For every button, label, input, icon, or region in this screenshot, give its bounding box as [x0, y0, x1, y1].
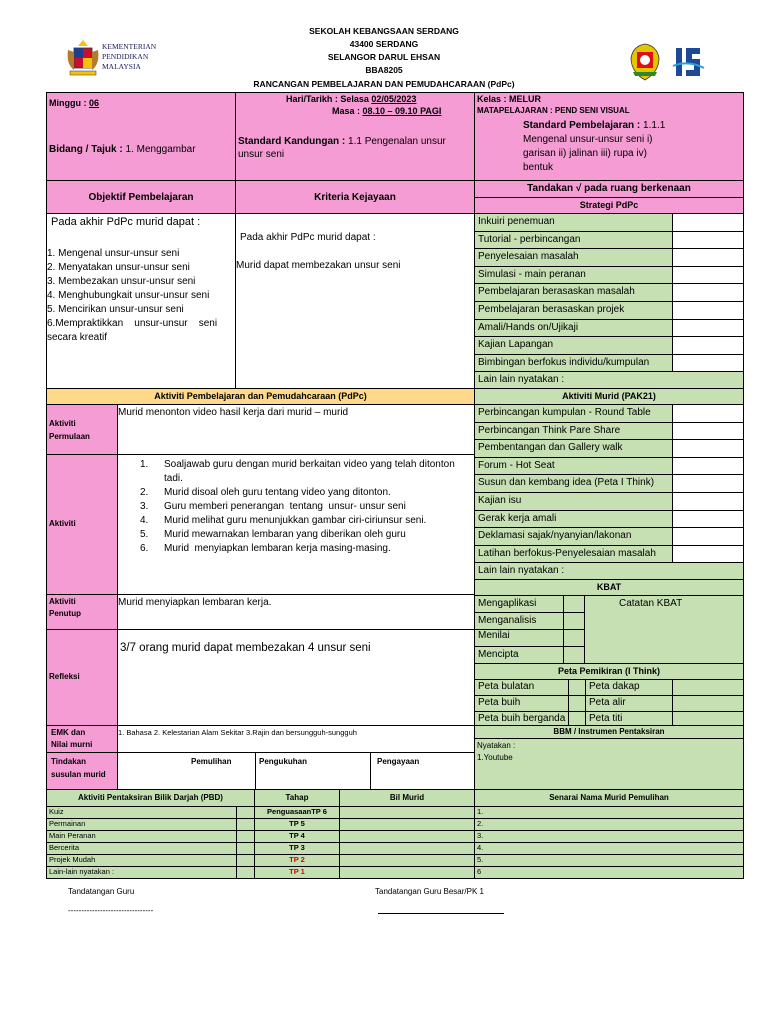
- kelas-sp-cell: [474, 92, 744, 181]
- kriteria-header-cell: [235, 180, 475, 214]
- pbd-senarai: 6: [477, 867, 482, 876]
- kbat-item: [474, 612, 564, 630]
- penutup-label-1: Aktiviti: [49, 597, 76, 606]
- tandatangan-guru-line: --------------------------------: [68, 906, 154, 915]
- tindakan-label-2: susulan murid: [51, 770, 106, 779]
- refleksi-label: Refleksi: [49, 672, 80, 681]
- pengayaan-cell[interactable]: [370, 752, 475, 790]
- strategi-item-label: Lain lain nyatakan :: [478, 374, 565, 385]
- aktiviti-line: Murid menyiapkan lembaran kerja masing-masing.: [164, 543, 391, 554]
- pbd-senarai: 2.: [477, 819, 484, 828]
- bil-header-cell: [339, 789, 475, 807]
- pbd-tahap: PenguasaanTP 6: [267, 807, 327, 816]
- aktiviti-line: Murid disoal oleh guru tentang video yang ditonton.: [164, 487, 391, 498]
- senarai-header: Senarai Nama Murid Pemulihan: [549, 793, 669, 802]
- pak21-header: Aktiviti Murid (PAK21): [562, 391, 656, 401]
- pbd-aktiviti: Lain-lain nyatakan :: [49, 867, 115, 876]
- school-postcode: 43400 SERDANG: [349, 39, 419, 49]
- strategi-item-label: Penyelesaian masalah: [478, 251, 579, 262]
- strategi-checkbox[interactable]: [672, 336, 744, 355]
- ithink-item: [474, 679, 569, 696]
- kbat-item-label: Mencipta: [478, 649, 519, 660]
- sp-label: Standard Pembelajaran :: [523, 120, 641, 131]
- pengayaan-label: Pengayaan: [377, 757, 420, 766]
- pbd-senarai: 4.: [477, 843, 484, 852]
- school-code: BBA8205: [365, 65, 403, 75]
- strategi-checkbox[interactable]: [672, 283, 744, 302]
- pak21-item-label: Latihan berfokus-Penyelesaian masalah: [478, 548, 656, 559]
- emk-label-cell: [46, 725, 118, 753]
- state-crest-icon: [627, 42, 663, 82]
- pbd-tahap: TP 2: [289, 855, 305, 864]
- strategi-item-label: Tutorial - perbincangan: [478, 234, 581, 245]
- tindakan-label-1: Tindakan: [51, 757, 86, 766]
- strategi-checkbox[interactable]: [672, 213, 744, 232]
- aktiviti-label: Aktiviti: [49, 519, 76, 528]
- minggu-bidang-cell: [46, 92, 236, 181]
- ithink-item-label: Peta dakap: [589, 681, 640, 692]
- refleksi-body: [117, 629, 475, 726]
- tarikh-sk-cell: [235, 92, 475, 181]
- ithink-item: [585, 695, 673, 712]
- kbat-checkbox[interactable]: [563, 595, 585, 613]
- aktiviti-num: 1.: [140, 459, 149, 470]
- bidang-value: 1. Menggambar: [122, 144, 196, 155]
- objektif-item: 3. Membezakan unsur-unsur seni: [47, 276, 196, 287]
- pbd-tahap: TP 4: [289, 831, 305, 840]
- strategi-item-label: Bimbingan berfokus individu/kumpulan: [478, 357, 650, 368]
- kbat-checkbox[interactable]: [563, 612, 585, 630]
- tandakan-text: Tandakan √ pada ruang berkenaan: [527, 183, 691, 194]
- pbd-aktiviti-cell: [46, 866, 237, 879]
- aktiviti-header-cell: [46, 388, 475, 405]
- ministry-logo: [64, 36, 174, 80]
- ithink-item-label: Peta alir: [589, 697, 626, 708]
- pbd-tahap-cell: [254, 866, 340, 879]
- masa-value: 08.10 – 09.10 PAGI: [362, 106, 442, 116]
- pak21-item: [474, 439, 673, 458]
- objektif-item: 6.Mempraktikkan unsur-unsur seni: [47, 318, 218, 329]
- pbd-tahap: TP 5: [289, 819, 305, 828]
- emk-label-2: Nilai murni: [51, 740, 93, 749]
- strategi-item-label: Kajian Lapangan: [478, 339, 554, 350]
- refleksi-text: 3/7 orang murid dapat membezakan 4 unsur seni: [120, 642, 371, 654]
- kbat-item-label: Menganalisis: [478, 615, 537, 626]
- strategi-item: [474, 213, 673, 232]
- kriteria-intro: Pada akhir PdPc murid dapat :: [240, 232, 376, 243]
- permulaan-label-1: Aktiviti: [49, 419, 76, 428]
- pbd-checkbox-cell[interactable]: [236, 866, 255, 879]
- pbd-header: Aktiviti Pentaksiran Bilik Darjah (PBD): [78, 793, 223, 802]
- permulaan-label-cell: [46, 404, 118, 455]
- bbm-header: BBM / Instrumen Pentaksiran: [553, 727, 665, 736]
- minggu-value: 06: [89, 98, 100, 108]
- ithink-item: [474, 695, 569, 712]
- pak21-item-label: Perbincangan kumpulan - Round Table: [478, 407, 651, 418]
- emk-value: 1. Bahasa 2. Kelestarian Alam Sekitar 3.Rajin dan bersungguh-sungguh: [118, 728, 357, 737]
- aktiviti-line: Murid mewarnakan lembaran yang diberikan oleh guru: [164, 529, 406, 540]
- kbat-checkbox[interactable]: [563, 629, 585, 647]
- pbd-aktiviti: Main Peranan: [49, 831, 96, 840]
- kbat-item: [474, 629, 564, 647]
- kbat-item: [474, 595, 564, 613]
- pak21-item-label: Kajian isu: [478, 495, 522, 506]
- strategi-item: [474, 248, 673, 267]
- objektif-body: [46, 213, 236, 389]
- ithink-checkbox[interactable]: [568, 679, 586, 696]
- pak21-item: [474, 492, 673, 511]
- ithink-item-label: Peta buih: [478, 697, 521, 708]
- pak21-item-label: Gerak kerja amali: [478, 513, 557, 524]
- ithink-item-label: Peta titi: [589, 713, 623, 724]
- aktiviti-label-cell: [46, 454, 118, 595]
- kbat-checkbox[interactable]: [563, 646, 585, 664]
- matapelajaran: MATAPELAJARAN : PEND SENI VISUAL: [477, 106, 630, 115]
- objektif-item: 1. Mengenal unsur-unsur seni: [47, 248, 180, 259]
- tandatangan-gb-label: Tandatangan Guru Besar/PK 1: [375, 887, 484, 896]
- pak21-checkbox[interactable]: [672, 474, 744, 493]
- objektif-item: secara kreatif: [47, 332, 108, 343]
- pbd-senarai-cell: [474, 866, 744, 879]
- strategi-item: [474, 336, 673, 355]
- bil-header: Bil Murid: [389, 793, 425, 802]
- catatan-kbat-cell: [584, 595, 744, 664]
- strategi-item-label: Inkuiri penemuan: [478, 216, 555, 227]
- kriteria-value: Murid dapat membezakan unsur seni: [236, 260, 401, 271]
- aktiviti-line: tadi.: [164, 473, 183, 484]
- pbd-bil-cell[interactable]: [339, 866, 475, 879]
- aktiviti-num: 6.: [140, 543, 149, 554]
- strategi-item: [474, 301, 673, 320]
- pemulihan-label: Pemulihan: [191, 757, 232, 766]
- emk-label-1: EMK dan: [51, 728, 86, 737]
- pbd-tahap: TP 1: [289, 867, 305, 876]
- hari-value: 02/05/2023: [371, 94, 417, 104]
- pbd-senarai: 3.: [477, 831, 484, 840]
- objektif-intro: Pada akhir PdPc murid dapat :: [51, 216, 201, 228]
- objektif-item: 5. Mencirikan unsur-unsur seni: [47, 304, 184, 315]
- kriteria-header: Kriteria Kejayaan: [314, 192, 396, 203]
- pbd-aktiviti: Kuiz: [49, 807, 64, 816]
- pak21-item-label: Pembentangan dan Gallery walk: [478, 442, 623, 453]
- pemulihan-cell[interactable]: [117, 752, 256, 790]
- aktiviti-header: Aktiviti Pembelajaran dan Pemudahcaraan (PdPc): [154, 391, 367, 401]
- aktiviti-line: Murid melihat guru menunjukkan gambar ciri-ciriunsur seni.: [164, 515, 427, 526]
- kbat-item: [474, 646, 564, 664]
- ithink-header: Peta Pemikiran (I Think): [557, 666, 661, 676]
- strategi-item: [474, 283, 673, 302]
- objektif-header: Objektif Pembelajaran: [88, 192, 194, 203]
- emk-body: [117, 725, 475, 753]
- document-title: RANCANGAN PEMBELAJARAN DAN PEMUDAHCARAAN (PdPc): [253, 79, 515, 89]
- objektif-item: 2. Menyatakan unsur-unsur seni: [47, 262, 190, 273]
- pak21-item: [474, 404, 673, 423]
- kbat-item-label: Mengaplikasi: [478, 598, 537, 609]
- tandakan-cell: [474, 180, 744, 198]
- pak21-checkbox[interactable]: [672, 439, 744, 458]
- aktiviti-num: 4.: [140, 515, 149, 526]
- aktiviti-body: [117, 454, 475, 595]
- ithink-checkbox[interactable]: [672, 695, 744, 712]
- aktiviti-num: 2.: [140, 487, 149, 498]
- strategi-item-label: Pembelajaran berasaskan projek: [478, 304, 625, 315]
- kriteria-body: [235, 213, 475, 389]
- strategi-header: Strategi PdPc: [579, 200, 639, 210]
- ministry-logo-text: KEMENTERIAN PENDIDIKAN MALAYSIA: [102, 42, 157, 71]
- pak21-item: [474, 527, 673, 546]
- penutup-text: Murid menyiapkan lembaran kerja.: [118, 597, 272, 608]
- pbd-senarai: 5.: [477, 855, 484, 864]
- strategi-item-label: Amali/Hands on/Ujikaji: [478, 322, 579, 333]
- aktiviti-num: 3.: [140, 501, 149, 512]
- sk-value-line-2: unsur seni: [238, 149, 285, 160]
- pengukuhan-cell[interactable]: [255, 752, 371, 790]
- ithink-item-label: Peta buih berganda: [478, 713, 566, 724]
- ithink-item-label: Peta bulatan: [478, 681, 535, 692]
- strategi-item-label: Simulasi - main peranan: [478, 269, 586, 280]
- pak21-checkbox[interactable]: [672, 527, 744, 546]
- aktiviti-line: Soaljawab guru dengan murid berkaitan video yang telah ditonton: [164, 459, 455, 470]
- school-state: SELANGOR DARUL EHSAN: [327, 52, 441, 62]
- tindakan-label-cell: [46, 752, 118, 790]
- strategi-item-label: Pembelajaran berasaskan masalah: [478, 286, 635, 297]
- permulaan-text: Murid menonton video hasil kerja dari murid – murid: [118, 407, 349, 418]
- tahap-header: Tahap: [285, 793, 309, 802]
- pak21-item-label: Deklamasi sajak/nyanyian/lakonan: [478, 530, 632, 541]
- pengukuhan-label: Pengukuhan: [259, 757, 308, 766]
- senarai-header-cell: [474, 789, 744, 807]
- bbm-header-cell: [474, 725, 744, 739]
- bidang-label: Bidang / Tajuk :: [49, 144, 123, 155]
- objektif-header-cell: [46, 180, 236, 214]
- pbd-aktiviti: Bercerita: [49, 843, 80, 852]
- bbm-body: [474, 738, 744, 790]
- ithink-item: [585, 679, 673, 696]
- sp-line-2: garisan ii) jalinan iii) rupa iv): [523, 148, 647, 159]
- ithink-checkbox[interactable]: [568, 695, 586, 712]
- pbd-header-cell: [46, 789, 255, 807]
- masa-label: Masa :: [332, 106, 363, 116]
- sp-line-3: bentuk: [523, 162, 554, 173]
- strategi-header-cell: [474, 197, 744, 214]
- aktiviti-line: Guru memberi penerangan tentang unsur- unsur seni: [164, 501, 406, 512]
- bbm-value: 1.Youtube: [477, 753, 513, 762]
- ithink-header-cell: [474, 663, 744, 680]
- kbat-item-label: Menilai: [478, 630, 510, 641]
- pak21-item-label: Susun dan kembang idea (Peta I Think): [478, 477, 655, 488]
- pak21-item-label: Lain lain nyatakan :: [478, 565, 565, 576]
- penutup-label-2: Penutup: [49, 609, 81, 618]
- kbat-header: KBAT: [596, 582, 622, 592]
- coat-of-arms-icon: [64, 38, 102, 80]
- catatan-kbat: Catatan KBAT: [619, 598, 683, 609]
- pbd-aktiviti: Permainan: [49, 819, 86, 828]
- objektif-item: 4. Menghubungkait unsur-unsur seni: [47, 290, 210, 301]
- kelas: Kelas : MELUR: [477, 94, 542, 104]
- pbd-tahap: TP 3: [289, 843, 305, 852]
- pak21-checkbox[interactable]: [672, 492, 744, 511]
- minggu-label: Minggu :: [49, 98, 87, 108]
- tandatangan-gb-line: [378, 913, 504, 914]
- sp-value: 1.1.1: [640, 120, 666, 131]
- pak21-item-label: Perbincangan Think Pare Share: [478, 425, 621, 436]
- pbd-senarai: 1.: [477, 807, 484, 816]
- kbat-header-cell: [474, 579, 744, 596]
- penutup-label-cell: [46, 594, 118, 630]
- tahap-header-cell: [254, 789, 340, 807]
- school-logo-icon: [670, 42, 706, 82]
- bbm-nyatakan: Nyatakan :: [477, 741, 516, 750]
- refleksi-label-cell: [46, 629, 118, 726]
- aktiviti-num: 5.: [140, 529, 149, 540]
- pak21-checkbox[interactable]: [672, 404, 744, 423]
- permulaan-label-2: Permulaan: [49, 432, 90, 441]
- penutup-body: [117, 594, 475, 630]
- pak21-item-label: Forum - Hot Seat: [478, 460, 555, 471]
- pbd-aktiviti: Projek Mudah: [49, 855, 96, 864]
- permulaan-body: [117, 404, 475, 455]
- hari-label: Hari/Tarikh : Selasa: [286, 94, 372, 104]
- sk-label: Standard Kandungan :: [238, 136, 346, 147]
- pak21-header-cell: [474, 388, 744, 405]
- tandatangan-guru-label: Tandatangan Guru: [68, 887, 135, 896]
- strategi-checkbox[interactable]: [672, 248, 744, 267]
- sp-line-1: Mengenal unsur-unsur seni i): [523, 134, 653, 145]
- pak21-item: [474, 474, 673, 493]
- ithink-checkbox[interactable]: [672, 679, 744, 696]
- school-name: SEKOLAH KEBANGSAAN SERDANG: [309, 26, 459, 36]
- strategi-checkbox[interactable]: [672, 301, 744, 320]
- sk-value: 1.1 Pengenalan unsur: [345, 136, 446, 147]
